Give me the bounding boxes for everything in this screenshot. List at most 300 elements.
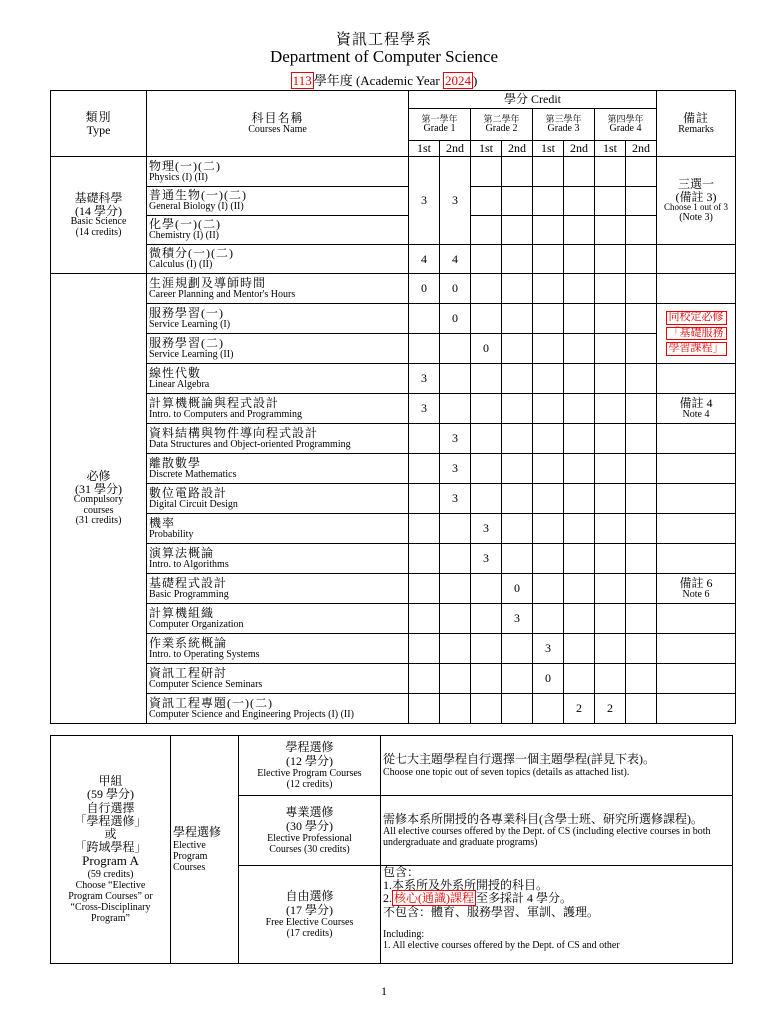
credit-cell (471, 364, 502, 394)
course-name-en: Data Structures and Object-oriented Programming (149, 438, 351, 450)
sem-header: 2nd (626, 141, 657, 157)
credit-cell (564, 424, 595, 454)
remark-cell (657, 664, 736, 694)
elective-name-zh: 學程選修 (285, 740, 334, 755)
note6-remark (657, 574, 736, 604)
credit-cell (502, 334, 533, 364)
credit-cell (595, 544, 626, 574)
credit-cell (533, 304, 564, 334)
credit-cell: 4 (409, 245, 440, 274)
credit-cell (533, 544, 564, 574)
basic-remark (657, 157, 736, 245)
credit-cell (409, 634, 440, 664)
credit-cell: 0 (440, 304, 471, 334)
credit-cell (533, 424, 564, 454)
course-cell (147, 544, 409, 574)
credit-cell (626, 454, 657, 484)
credit-cell (595, 364, 626, 394)
credit-cell (533, 274, 564, 304)
remark-zh: 三選一 (677, 176, 714, 191)
course-name-zh: 機率 (149, 515, 176, 530)
credit-cell (409, 574, 440, 604)
elective-name-en: Elective Professional (267, 832, 352, 844)
elective-program-subtype (171, 736, 239, 964)
credit-cell (502, 634, 533, 664)
remarks-header (657, 91, 736, 157)
course-cell (147, 245, 409, 274)
credit-cell (409, 514, 440, 544)
course-name-en: Intro. to Algorithms (149, 558, 229, 570)
elective-name-zh: 專業選修 (285, 805, 334, 820)
compulsory-type (51, 274, 147, 724)
credit-cell (626, 694, 657, 724)
course-name-en: Computer Science Seminars (149, 678, 263, 690)
course-name-en: Intro. to Operating Systems (149, 648, 260, 660)
elective-credits-zh: (17 學分) (286, 902, 333, 917)
title-en: Department of Computer Science (269, 47, 498, 66)
course-cell (147, 394, 409, 424)
elective-table (50, 735, 733, 964)
elective-professional-desc (381, 796, 733, 866)
course-name-en: Service Learning (I) (149, 318, 231, 330)
group-zh: 「學程選修」 (74, 813, 147, 828)
credit-cell (533, 364, 564, 394)
desc-num: 2. (383, 891, 392, 906)
remark-cell (657, 424, 736, 454)
compulsory-credits-en: (31 credits) (75, 515, 122, 527)
credit-cell (533, 394, 564, 424)
elective-credits-en: (17 credits) (286, 927, 333, 939)
credit-cell (564, 334, 595, 364)
course-name-en: Career Planning and Mentor's Hours (149, 288, 296, 300)
desc-en: Choose one topic out of seven topics (details as attached list). (383, 766, 630, 778)
elective-credits-zh: (12 學分) (286, 753, 333, 768)
credit-cell (471, 694, 502, 724)
course-name-en: Service Learning (II) (149, 348, 234, 360)
desc-en: All elective courses offered by the Dept. of CS (including elective courses in both undergraduate and graduate programs) (383, 826, 711, 849)
credit-cell (595, 664, 626, 694)
course-name-en: General Biology (I) (II) (149, 201, 244, 213)
desc-zh: 從七大主題學程自行選擇一個主題學程(詳見下表)。 (383, 752, 655, 767)
grade-4-zh: 第四學年 (607, 113, 644, 124)
credit-cell: 4 (440, 245, 471, 274)
credit-cell (502, 454, 533, 484)
credit-cell: 3 (440, 157, 471, 245)
grade-2-en: Grade 2 (485, 122, 518, 134)
credit-cell (595, 334, 626, 364)
course-name-zh: 計算機概論與程式設計 (149, 395, 280, 410)
credit-cell (471, 604, 502, 634)
credit-cell (533, 484, 564, 514)
compulsory-type-en: Compulsory (73, 494, 124, 506)
credit-cell (471, 304, 502, 334)
elective-credits-en: (12 credits) (286, 778, 333, 790)
remark-cell (657, 274, 736, 304)
desc-zh: 1.本系所及外系所開授的科目。 (383, 878, 549, 893)
elective-name-en: Free Elective Courses (265, 916, 354, 928)
course-name-zh: 離散數學 (149, 455, 202, 470)
course-cell (147, 664, 409, 694)
service-remark-line: 「基礎服務 (666, 327, 727, 341)
credit-cell (440, 634, 471, 664)
note6-en: Note 6 (682, 588, 710, 600)
year-label-en-prefix: (Academic Year (355, 73, 440, 88)
credit-cell (564, 454, 595, 484)
credit-cell (440, 604, 471, 634)
type-header-en: Type (86, 122, 111, 137)
credit-cell (440, 364, 471, 394)
course-cell (147, 364, 409, 394)
course-cell (147, 334, 409, 364)
credit-cell: 2 (595, 694, 626, 724)
compulsory-type-zh: 必修 (86, 469, 111, 484)
subtype-en: Program (173, 850, 208, 862)
credit-cell (502, 484, 533, 514)
curriculum-table (50, 90, 736, 724)
grade-1-header (409, 109, 471, 141)
remark-cell (657, 454, 736, 484)
credit-cell (564, 274, 595, 304)
course-name-zh: 服務學習(二) (149, 335, 224, 350)
credit-header: 學分 Credit (409, 91, 657, 109)
credit-cell: 0 (409, 274, 440, 304)
desc-zh: 需修本系所開授的各專業科目(含學士班、研究所選修課程)。 (383, 811, 703, 826)
core-course-highlight: 核心(通識)課程 (394, 891, 474, 906)
course-name-zh: 資訊工程專題(一)(二) (149, 695, 273, 710)
type-header-zh: 類別 (85, 109, 112, 124)
course-name-zh: 微積分(一)(二) (149, 246, 234, 261)
credit-cell (440, 694, 471, 724)
credit-cell (595, 274, 626, 304)
remarks-header-en: Remarks (678, 123, 714, 135)
credit-cell (564, 604, 595, 634)
course-name-en: Discrete Mathematics (149, 468, 237, 480)
credit-cell (626, 514, 657, 544)
credit-cell (471, 634, 502, 664)
group-credits-en: (59 credits) (87, 868, 134, 880)
credit-cell (626, 364, 657, 394)
course-name-en: Computer Organization (149, 618, 244, 630)
grade-4-header (595, 109, 657, 141)
grade-1-en: Grade 1 (423, 122, 456, 134)
roc-year: 113 (292, 73, 312, 88)
note4-en: Note 4 (682, 408, 710, 420)
remark-note-zh: (備註 3) (675, 189, 717, 204)
course-cell (147, 604, 409, 634)
credit-cell (595, 514, 626, 544)
credit-cell: 3 (409, 394, 440, 424)
credit-cell (533, 454, 564, 484)
elective-professional-courses (239, 796, 381, 866)
credit-cell (533, 604, 564, 634)
basic-type-zh: 基礎科學 (74, 190, 123, 205)
remark-cell (657, 514, 736, 544)
sem-header: 1st (471, 141, 502, 157)
credit-cell (409, 544, 440, 574)
credit-cell (626, 274, 657, 304)
remark-cell (657, 694, 736, 724)
basic-type-en: Basic Science (70, 216, 127, 228)
elective-name-zh: 自由選修 (285, 889, 334, 904)
credit-cell: 3 (440, 424, 471, 454)
sem-header: 1st (533, 141, 564, 157)
course-cell (147, 514, 409, 544)
course-name-zh: 基礎程式設計 (149, 575, 228, 590)
group-credits-zh: (59 學分) (87, 787, 134, 802)
credit-cell (533, 574, 564, 604)
credit-cell: 3 (502, 604, 533, 634)
elective-name-en: Elective Program Courses (257, 767, 362, 779)
credit-cell: 3 (440, 484, 471, 514)
note4-remark (657, 394, 736, 424)
course-name-zh: 演算法概論 (149, 545, 215, 560)
group-desc: Program” (91, 912, 130, 924)
subtype-en: Courses (173, 861, 206, 873)
credit-cell (564, 304, 595, 334)
course-name-en: Calculus (I) (II) (149, 259, 213, 271)
group-en: Program A (82, 853, 139, 869)
credit-cell (440, 544, 471, 574)
credit-cell (409, 664, 440, 694)
credit-cell (626, 394, 657, 424)
desc-zh: 不包含：體育、服務學習、軍訓、護理。 (383, 904, 600, 919)
course-name-zh: 化學(一)(二) (149, 217, 221, 232)
credit-cell (471, 274, 502, 304)
credit-cell (595, 454, 626, 484)
compulsory-type-en: courses (83, 504, 114, 516)
credit-cell (626, 574, 657, 604)
service-remark-line: 學習課程」 (666, 342, 727, 356)
credit-cell (502, 694, 533, 724)
remark-cell (657, 634, 736, 664)
course-name-en: Computer Science and Engineering Projects (I) (II) (149, 708, 354, 720)
credit-cell: 0 (471, 334, 502, 364)
credit-cell (502, 424, 533, 454)
ad-year: 2024 (444, 73, 471, 88)
credit-cell (626, 604, 657, 634)
grade-3-header (533, 109, 595, 141)
credit-cell (471, 424, 502, 454)
credit-cell (595, 424, 626, 454)
sem-header: 2nd (502, 141, 533, 157)
credit-cell (409, 454, 440, 484)
course-name-zh: 服務學習(一) (149, 305, 224, 320)
credit-cell (440, 664, 471, 694)
credit-cell (409, 304, 440, 334)
course-name-zh: 資料結構與物件導向程式設計 (149, 425, 319, 440)
credit-cell: 3 (533, 634, 564, 664)
course-name-zh: 線性代數 (149, 365, 202, 380)
credit-cell (409, 484, 440, 514)
course-cell (147, 187, 409, 216)
course-header-en: Courses Name (248, 123, 307, 135)
course-cell (147, 304, 409, 334)
compulsory-credits-zh: (31 學分) (75, 481, 122, 496)
course-cell (147, 694, 409, 724)
basic-science-type (51, 157, 147, 274)
year-label-en-suffix: ) (472, 73, 478, 88)
course-cell (147, 454, 409, 484)
subtype-en: Elective (173, 839, 206, 851)
service-learning-remark (657, 304, 736, 364)
credit-cell (595, 394, 626, 424)
grade-3-zh: 第三學年 (545, 113, 582, 124)
remark-cell (657, 544, 736, 574)
title-zh: 資訊工程學系 (335, 32, 432, 48)
elective-program-courses (239, 736, 381, 796)
remark-note-en: (Note 3) (679, 211, 713, 223)
program-a-type (51, 736, 171, 964)
desc-zh (383, 892, 730, 905)
course-name-zh: 作業系統概論 (149, 635, 228, 650)
credit-cell (626, 634, 657, 664)
credit-cell: 3 (409, 157, 440, 245)
credit-cell (564, 514, 595, 544)
credit-cell (626, 334, 657, 364)
basic-credits-en: (14 credits) (75, 226, 122, 238)
desc-zh: 包含： (383, 865, 420, 879)
desc-en: Including: (383, 928, 425, 940)
credit-cell (564, 484, 595, 514)
credit-cell (440, 394, 471, 424)
sem-header: 2nd (440, 141, 471, 157)
grade-2-zh: 第二學年 (483, 113, 520, 124)
credit-cell (564, 394, 595, 424)
credit-cell: 2 (564, 694, 595, 724)
note4-zh: 備註 4 (679, 395, 713, 410)
credit-cell (595, 484, 626, 514)
credit-cell (533, 514, 564, 544)
credit-cell (502, 364, 533, 394)
type-header (51, 91, 147, 157)
course-name-en: Basic Programming (149, 588, 229, 600)
grade-1-zh: 第一學年 (421, 113, 458, 124)
course-header-zh: 科目名稱 (251, 110, 304, 125)
course-header (147, 91, 409, 157)
group-desc: “Cross-Disciplinary (70, 901, 151, 913)
free-elective-courses (239, 866, 381, 964)
group-desc: Program Courses” or (68, 890, 153, 902)
credit-cell: 0 (502, 574, 533, 604)
group-zh: 自行選擇 (86, 800, 135, 815)
course-name-zh: 資訊工程研討 (149, 665, 228, 680)
note6-zh: 備註 6 (679, 575, 713, 590)
course-cell (147, 157, 409, 187)
desc-rest: 至多採計 4 學分。 (476, 891, 573, 906)
group-desc: Choose “Elective (75, 879, 146, 891)
credit-cell (440, 334, 471, 364)
course-name-zh: 物理(一)(二) (149, 158, 221, 173)
sem-header: 1st (409, 141, 440, 157)
credit-cell (564, 544, 595, 574)
credit-cell (409, 604, 440, 634)
credit-cell (471, 394, 502, 424)
grade-4-en: Grade 4 (609, 122, 642, 134)
credit-cell (471, 664, 502, 694)
credit-cell: 0 (440, 274, 471, 304)
course-cell (147, 484, 409, 514)
credit-cell: 3 (440, 454, 471, 484)
credit-cell (626, 484, 657, 514)
credit-cell (564, 574, 595, 604)
elective-credits-en: Courses (30 credits) (269, 843, 350, 855)
subtype-zh: 學程選修 (173, 825, 222, 840)
credit-cell (502, 514, 533, 544)
course-name-en: Intro. to Computers and Programming (149, 408, 303, 420)
credit-cell (595, 574, 626, 604)
desc-en: 1. All elective courses offered by the Dept. of CS and other (383, 939, 620, 951)
credit-cell: 3 (471, 544, 502, 574)
credit-cell (564, 364, 595, 394)
credit-cell (626, 304, 657, 334)
remark-cell (657, 364, 736, 394)
group-zh: 甲組 (98, 774, 123, 789)
course-name-en: Linear Algebra (149, 378, 210, 390)
credit-cell (533, 694, 564, 724)
course-name-en: Digital Circuit Design (149, 498, 238, 510)
credit-cell (626, 544, 657, 574)
course-cell (147, 274, 409, 304)
course-name-zh: 計算機組織 (149, 605, 215, 620)
credit-cell (502, 544, 533, 574)
credit-cell (502, 274, 533, 304)
course-name-zh: 數位電路設計 (149, 485, 228, 500)
credit-cell (533, 334, 564, 364)
remark-cell (657, 604, 736, 634)
course-cell (147, 216, 409, 245)
course-cell (147, 634, 409, 664)
credit-cell (409, 334, 440, 364)
credit-cell (409, 694, 440, 724)
grade-3-en: Grade 3 (547, 122, 580, 134)
credit-cell (471, 454, 502, 484)
remark-cell (657, 484, 736, 514)
course-cell (147, 574, 409, 604)
credit-cell (626, 664, 657, 694)
free-elective-desc (381, 866, 733, 964)
credit-cell (409, 424, 440, 454)
course-name-en: Physics (I) (II) (149, 171, 208, 183)
credit-cell (564, 664, 595, 694)
group-zh: 「跨域學程」 (74, 840, 147, 855)
group-zh: 或 (104, 827, 117, 842)
elective-credits-zh: (30 學分) (286, 818, 333, 833)
credit-cell (502, 394, 533, 424)
course-name-en: Probability (149, 528, 194, 540)
credit-cell (502, 664, 533, 694)
credit-cell (595, 304, 626, 334)
elective-program-desc (381, 736, 733, 796)
sem-header: 1st (595, 141, 626, 157)
credit-cell (564, 634, 595, 664)
credit-cell (595, 604, 626, 634)
course-name-en: Chemistry (I) (II) (149, 230, 219, 242)
remark-en: Choose 1 out of 3 (664, 202, 728, 213)
credit-cell: 3 (409, 364, 440, 394)
remarks-header-zh: 備註 (682, 110, 709, 125)
credit-cell: 3 (471, 514, 502, 544)
grade-2-header (471, 109, 533, 141)
course-name-zh: 生涯規劃及導師時間 (149, 275, 267, 290)
credit-cell (471, 574, 502, 604)
credit-cell (440, 514, 471, 544)
course-cell (147, 424, 409, 454)
sem-header: 2nd (564, 141, 595, 157)
credit-cell (440, 574, 471, 604)
service-remark-line: 同校定必修 (666, 311, 727, 325)
academic-year-line (0, 70, 768, 89)
basic-credits-zh: (14 學分) (75, 203, 122, 218)
